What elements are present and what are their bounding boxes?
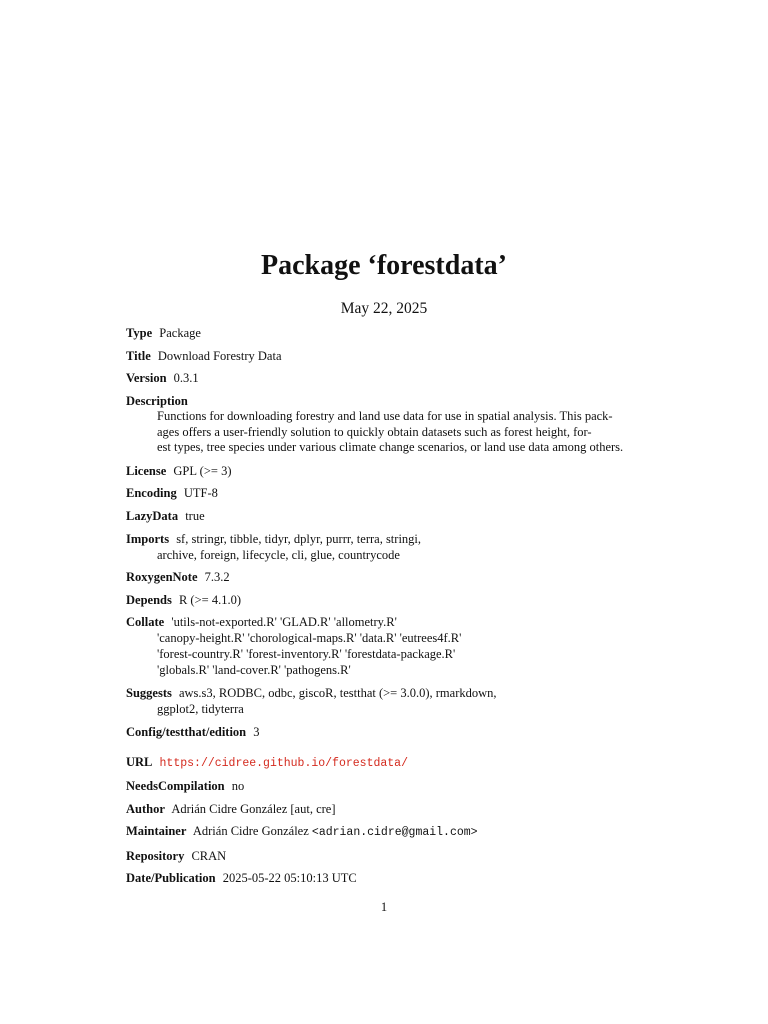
field-label: Imports <box>126 531 170 546</box>
field-label: NeedsCompilation <box>126 779 225 794</box>
collate-line: 'utils-not-exported.R' 'GLAD.R' 'allometry.R' <box>171 615 397 630</box>
field-imports <box>126 531 646 563</box>
document-date: May 22, 2025 <box>340 300 428 317</box>
field-value: CRAN <box>191 848 227 863</box>
field-description <box>126 393 646 456</box>
field-needscompilation <box>126 778 646 794</box>
field-type <box>126 325 646 341</box>
field-collate <box>126 614 646 678</box>
maintainer-email: <adrian.cidre@gmail.com> <box>311 826 478 840</box>
maintainer-name: Adrián Cidre González <box>192 824 309 839</box>
page-title: Package ‘forestdata’ <box>261 250 507 281</box>
description-line: est types, tree species under various climate change scenarios, or land use data among others. <box>157 440 624 455</box>
field-label: Version <box>126 371 167 386</box>
field-label: Date/Publication <box>126 871 216 886</box>
field-encoding <box>126 485 646 501</box>
field-maintainer <box>126 823 646 841</box>
field-roxygennote <box>126 569 646 585</box>
field-label: License <box>126 463 167 478</box>
imports-line: archive, foreign, lifecycle, cli, glue, countrycode <box>157 547 400 562</box>
imports-line: sf, stringr, tibble, tidyr, dplyr, purrr, terra, stringi, <box>176 531 422 546</box>
field-value: 7.3.2 <box>204 570 230 585</box>
field-label: Suggests <box>126 685 172 700</box>
page-number: 1 <box>380 900 388 914</box>
field-label: Title <box>126 348 151 363</box>
collate-line: 'canopy-height.R' 'chorological-maps.R' 'data.R' 'eutrees4f.R' <box>157 631 462 646</box>
field-value: UTF-8 <box>183 486 218 501</box>
description-line: Functions for downloading forestry and land use data for use in spatial analysis. This pack- <box>157 408 613 423</box>
field-suggests <box>126 685 646 717</box>
field-label: Description <box>126 393 188 408</box>
field-title <box>126 348 646 364</box>
field-label: Repository <box>126 848 185 863</box>
field-label: Collate <box>126 615 165 630</box>
field-value: 0.3.1 <box>173 371 199 386</box>
field-label: Depends <box>126 592 172 607</box>
field-value: Adrián Cidre González [aut, cre] <box>171 801 336 816</box>
field-label: RoxygenNote <box>126 570 198 585</box>
field-value: 2025-05-22 05:10:13 UTC <box>222 871 357 886</box>
package-fields <box>126 325 646 893</box>
field-value: no <box>231 779 245 794</box>
suggests-line: ggplot2, tidyterra <box>157 701 244 716</box>
field-license <box>126 463 646 479</box>
field-config-testthat-edition <box>126 724 646 740</box>
field-label: LazyData <box>126 508 179 523</box>
field-value: Package <box>159 326 201 340</box>
field-url <box>126 754 646 772</box>
field-repository <box>126 848 646 864</box>
url-link[interactable]: https://cidree.github.io/forestdata/ <box>159 756 408 770</box>
field-label: Type <box>126 326 153 340</box>
field-value: true <box>185 508 205 523</box>
field-label: URL <box>126 754 153 769</box>
collate-line: 'globals.R' 'land-cover.R' 'pathogens.R' <box>157 663 351 678</box>
field-depends <box>126 592 646 608</box>
field-value: GPL (>= 3) <box>173 463 232 478</box>
field-author <box>126 801 646 817</box>
field-lazydata <box>126 508 646 524</box>
field-date-publication <box>126 870 646 886</box>
field-label: Config/testthat/edition <box>126 724 247 739</box>
field-value: Download Forestry Data <box>157 348 282 363</box>
field-value: R (>= 4.1.0) <box>178 592 241 607</box>
collate-line: 'forest-country.R' 'forest-inventory.R' 'forestdata-package.R' <box>157 647 456 662</box>
description-line: ages offers a user-friendly solution to quickly obtain datasets such as forest height, for- <box>157 424 592 439</box>
field-label: Maintainer <box>126 824 187 839</box>
field-label: Encoding <box>126 486 177 501</box>
field-value: 3 <box>253 724 260 739</box>
field-label: Author <box>126 801 165 816</box>
suggests-line: aws.s3, RODBC, odbc, giscoR, testthat (>= 3.0.0), rmarkdown, <box>178 685 497 700</box>
field-version <box>126 370 646 386</box>
